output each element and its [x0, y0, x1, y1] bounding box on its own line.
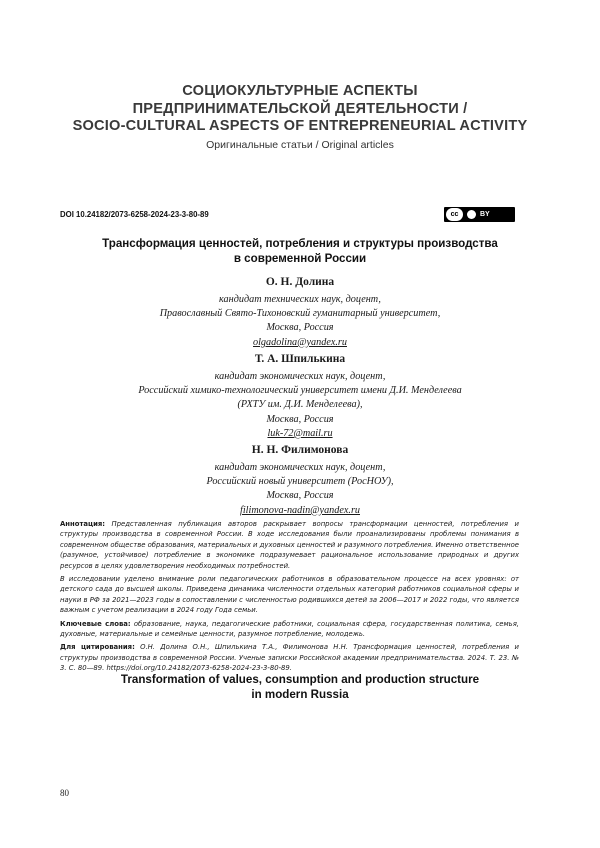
section-title-line: СОЦИОКУЛЬТУРНЫЕ АСПЕКТЫ — [182, 83, 418, 99]
keywords-paragraph — [60, 619, 519, 640]
title-line: Transformation of values, consumption and production structure — [120, 673, 480, 686]
author-affiliation-line: кандидат экономических наук, доцент, — [214, 462, 386, 473]
cc-icon: cc — [446, 208, 463, 221]
author-block — [0, 275, 600, 350]
author-affiliation-line: Православный Свято-Тихоновский гуманитарный университет, — [159, 308, 441, 320]
abstract-section — [60, 519, 519, 677]
section-title — [0, 83, 600, 136]
author-affiliation-line: кандидат экономических наук, доцент, — [214, 371, 386, 382]
abstract-text: В исследовании уделено внимание роли педагогических работников в образовательном процессе на всех уровнях: от детского сада до высшей школы. Приведена динамика численности отдельных категорий работников социальной сферы и науки в РФ за 2021—2023 годы в сопоставлении с численностью родившихся детей за 2006—2017 и 2022 годы, что является важным с учетом реализации в 2024 году Года семьи. — [60, 575, 519, 615]
author-affiliation-line: Российский химико-технологический университет имени Д.И. Менделеева — [138, 385, 462, 397]
author-name: О. Н. Долина — [265, 276, 335, 288]
author-email-link[interactable]: olgadolina@yandex.ru — [253, 336, 347, 348]
author-affiliation-line: Москва, Россия — [266, 490, 334, 502]
author-email-link[interactable]: luk-72@mail.ru — [267, 427, 333, 439]
citation-text: О.Н. Долина О.Н., Шпилькина Т.А., Филимонова Н.Н. Трансформация ценностей, потребления и структуры производства в современной России. Ученые записки Российской академии предпринимательства. 2024. Т. 23. № 3. С. 80—89. https://doi.org/10.24182/2073-6258-2024-23-3-80-89. — [60, 643, 519, 673]
author-name: Н. Н. Филимонова — [251, 444, 349, 456]
page-number: 80 — [60, 788, 69, 798]
cc-by-license-badge[interactable] — [444, 207, 515, 222]
citation-paragraph — [60, 642, 519, 673]
title-line: Трансформация ценностей, потребления и структуры производства — [102, 237, 498, 250]
doi: DOI 10.24182/2073-6258-2024-23-3-80-89 — [60, 210, 209, 219]
author-affiliation-line: Российский новый университет (РосНОУ), — [206, 476, 394, 488]
author-affiliation-line: (РХТУ им. Д.И. Менделеева), — [237, 399, 363, 411]
article-title-en — [0, 672, 600, 702]
article-title-ru — [0, 236, 600, 266]
citation-label: Для цитирования: — [60, 643, 135, 652]
keywords-text: образование, наука, педагогические работники, социальная сфера, государственная политика, семья, духовные, материальные и семейные ценности, разумное потребление, молодежь. — [60, 619, 519, 639]
author-affiliation-line: Москва, Россия — [266, 322, 334, 334]
abstract-paragraph — [60, 574, 519, 616]
author-block — [0, 443, 600, 518]
abstract-text: Представленная публикация авторов раскрывает вопросы трансформации ценностей, потребления и структуры производства в современной России. В ходе исследования были проанализированы проблемы понимания в современном обществе образования, материальных и духовных ценностей и разумного потребления. Именно ответственное (разумное, устойчивое) потребление в экономике подразумевает рациональное использование природных и других ресурсов в целях удовлетворения необходимых потребностей. — [60, 520, 520, 570]
abstract-label: Аннотация: — [60, 520, 106, 528]
author-affiliation-line: Москва, Россия — [266, 413, 334, 425]
title-line: in modern Russia — [251, 688, 349, 701]
author-affiliation-line: кандидат технических наук, доцент, — [219, 294, 381, 305]
section-title-line: SOCIO-CULTURAL ASPECTS OF ENTREPRENEURIAL ACTIVITY — [72, 118, 528, 134]
attribution-person-icon — [467, 210, 476, 219]
rubric: Оригинальные статьи / Original articles — [206, 139, 394, 151]
author-email-link[interactable]: filimonova-nadin@yandex.ru — [240, 504, 360, 516]
section-title-line: ПРЕДПРИНИМАТЕЛЬСКОЙ ДЕЯТЕЛЬНОСТИ / — [132, 100, 468, 117]
author-block — [0, 352, 600, 441]
author-name: Т. А. Шпилькина — [254, 353, 346, 365]
keywords-label: Ключевые слова: — [60, 619, 131, 628]
abstract-paragraph — [60, 519, 519, 571]
title-line: в современной России — [233, 252, 367, 265]
license-by-label: BY — [480, 211, 490, 218]
